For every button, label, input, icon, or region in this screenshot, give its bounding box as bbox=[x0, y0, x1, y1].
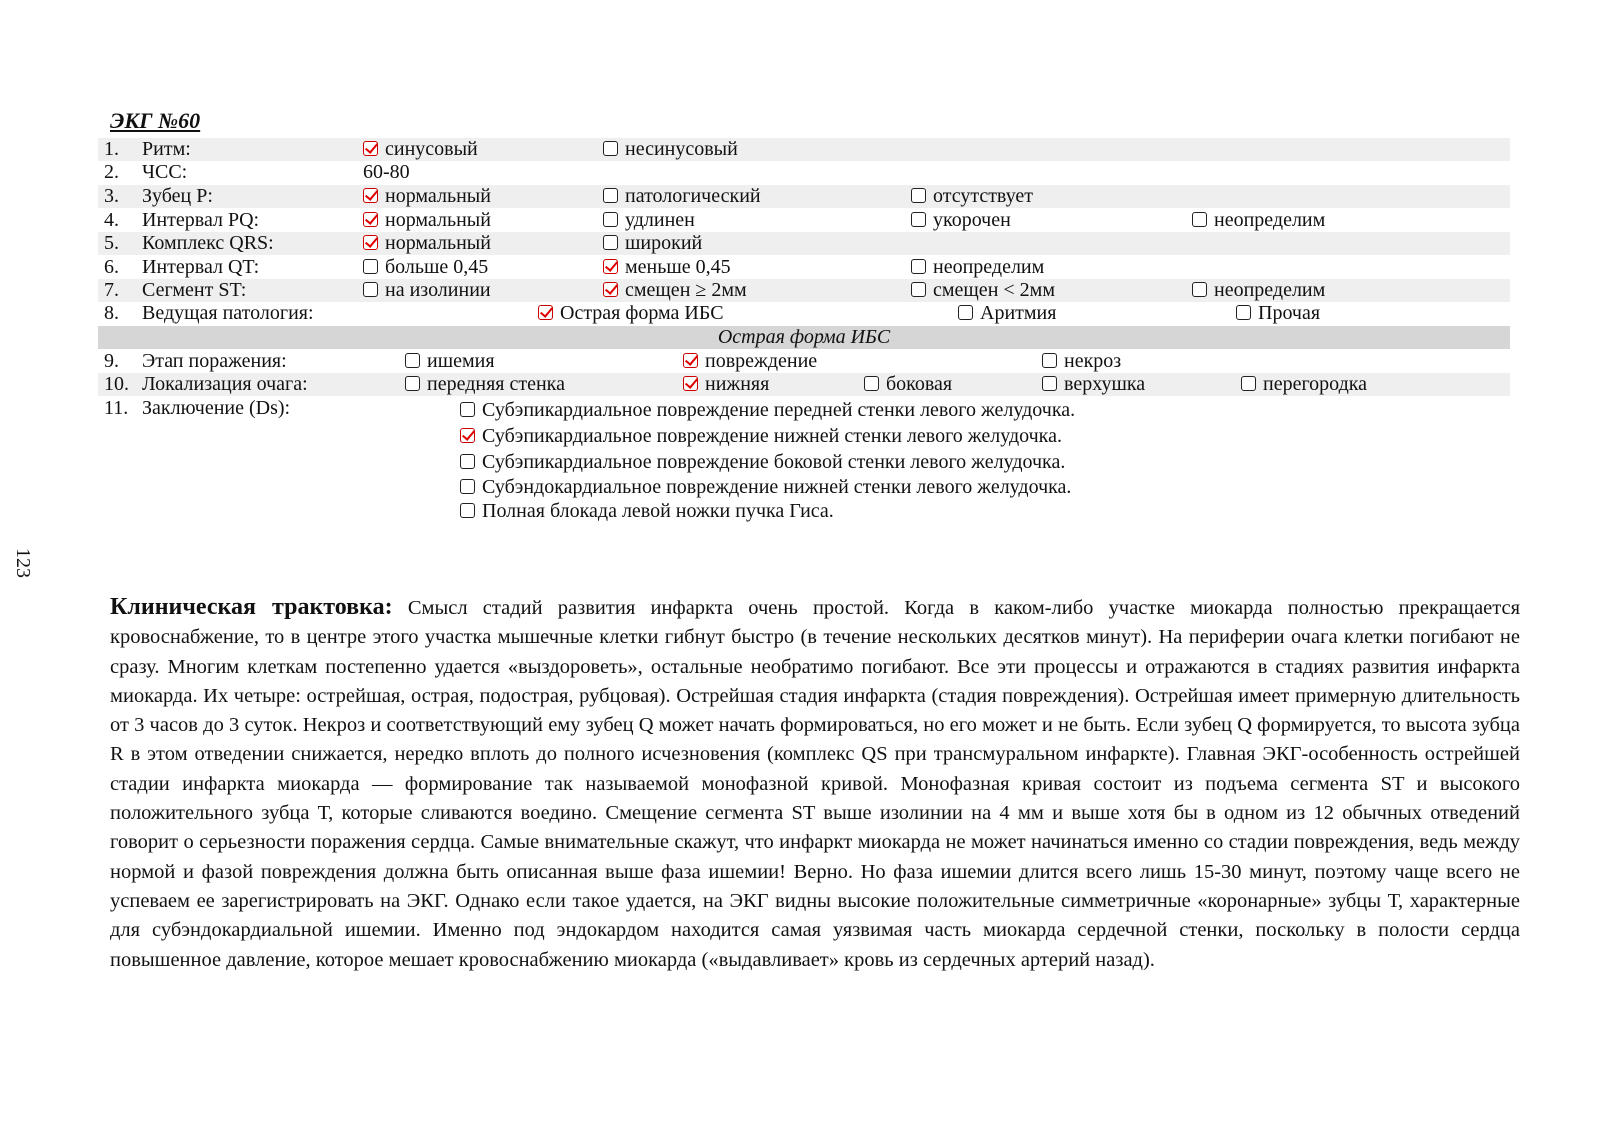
row-label: Комплекс QRS: bbox=[142, 232, 274, 254]
checkbox-icon[interactable] bbox=[460, 503, 475, 518]
option-other[interactable]: Прочая bbox=[1236, 302, 1320, 325]
checkbox-icon[interactable] bbox=[1241, 376, 1256, 391]
option-p-absent[interactable]: отсутствует bbox=[911, 185, 1033, 208]
option-lateral[interactable]: боковая bbox=[864, 373, 952, 396]
option-p-normal[interactable]: нормальный bbox=[363, 185, 491, 208]
row-number: 3. bbox=[104, 185, 119, 207]
option-pq-undetermined[interactable]: неопределим bbox=[1192, 209, 1325, 232]
row-number: 4. bbox=[104, 209, 119, 231]
checkbox-icon[interactable] bbox=[603, 235, 618, 250]
row-label: Сегмент ST: bbox=[142, 279, 247, 301]
checkbox-icon[interactable] bbox=[460, 479, 475, 494]
section-header: Острая форма ИБС bbox=[98, 326, 1510, 349]
option-pq-shortened[interactable]: укорочен bbox=[911, 209, 1011, 232]
option-p-pathological[interactable]: патологический bbox=[603, 185, 761, 208]
option-inferior[interactable]: нижняя bbox=[683, 373, 769, 396]
row-pq-interval bbox=[98, 209, 1510, 232]
row-number: 5. bbox=[104, 232, 119, 254]
checkbox-checked-icon[interactable] bbox=[683, 353, 698, 368]
row-label: Этап поражения: bbox=[142, 350, 287, 372]
row-number: 2. bbox=[104, 161, 119, 183]
checkbox-icon[interactable] bbox=[911, 282, 926, 297]
row-rhythm bbox=[98, 138, 1510, 161]
checkbox-icon[interactable] bbox=[1042, 376, 1057, 391]
row-number: 11. bbox=[104, 397, 129, 419]
row-heart-rate bbox=[98, 161, 1510, 184]
checkbox-icon[interactable] bbox=[911, 212, 926, 227]
checkbox-icon[interactable] bbox=[911, 259, 926, 274]
checkbox-checked-icon[interactable] bbox=[538, 305, 553, 320]
conclusion-option-lateral[interactable]: Субэпикардиальное повреждение боковой стенки левого желудочка. bbox=[460, 450, 1065, 474]
option-anterior-wall[interactable]: передняя стенка bbox=[405, 373, 565, 396]
ekg-title: ЭКГ №60 bbox=[110, 108, 201, 133]
checkbox-icon[interactable] bbox=[603, 188, 618, 203]
option-qrs-normal[interactable]: нормальный bbox=[363, 232, 491, 255]
clinical-text: Смысл стадий развития инфаркта очень простой. Когда в каком-либо участке миокарда полностью прекращается кровоснабжение, то в центре этого участка мышечные клетки гибнут быстро (в течение нескольких десятков минут). На периферии очага клетки погибают не сразу. Многим клеткам постепенно удается «выздороветь», остальные необратимо погибают. Все эти процессы и отражаются в стадиях развития инфаркта миокарда. Их четыре: острейшая, острая, подострая, рубцовая). Острейшая стадия инфаркта (стадия повреждения). Острейшая имеет примерную длительность от 3 часов до 3 суток. Некроз и соответствующий ему зубец Q может начать формироваться, но его может и не быть. Если зубец Q формируется, то высота зубца R в этом отведении снижается, нередко вплоть до полного исчезновения (комплекс QS при трансмуральном инфаркте). Главная ЭКГ-особенность острейшей стадии инфаркта миокарда — формирование так называемой монофазной кривой. Монофазная кривая состоит из подъема сегмента ST и высокого положительного зубца Т, которые сливаются воедино. Смещение сегмента ST выше изолинии на 4 мм и выше хотя бы в одном из 12 обычных отведений говорит о серьезности поражения сердца. Самые внимательные скажут, что инфаркт миокарда не может начинаться именно со стадии повреждения, ведь между нормой и фазой повреждения должна быть описанная выше фаза ишемии! Верно. Но фаза ишемии длится всего лишь 15-30 минут, поэтому чаще всего не успеваем ее зарегистрировать на ЭКГ. Однако если такое удается, на ЭКГ видны высокие положительные симметричные «коронарные» зубцы Т, характерные для субэндокардиальной ишемии. Именно под эндокардом находится самая уязвимая часть миокарда сердечной стенки, поскольку в полости сердца повышенное давление, которое мешает кровоснабжению миокарда («выдавливает» кровь из сердечных артерий назад). bbox=[110, 597, 1521, 971]
checkbox-icon[interactable] bbox=[1236, 305, 1251, 320]
row-number: 10. bbox=[104, 373, 129, 395]
checkbox-icon[interactable] bbox=[958, 305, 973, 320]
option-pq-prolonged[interactable]: удлинен bbox=[603, 209, 695, 232]
option-st-shift-lt2[interactable]: смещен < 2мм bbox=[911, 279, 1055, 302]
row-label: ЧСС: bbox=[142, 161, 188, 183]
option-necrosis[interactable]: некроз bbox=[1042, 350, 1121, 373]
row-label: Интервал QT: bbox=[142, 256, 260, 278]
row-label: Заключение (Ds): bbox=[142, 397, 291, 419]
row-focus-location bbox=[98, 373, 1510, 396]
page-number: 123 bbox=[12, 548, 34, 578]
option-sinus[interactable]: синусовый bbox=[363, 138, 478, 161]
checkbox-checked-icon[interactable] bbox=[683, 376, 698, 391]
option-acute-ihd[interactable]: Острая форма ИБС bbox=[538, 302, 724, 325]
option-qt-more[interactable]: больше 0,45 bbox=[363, 256, 488, 279]
row-qt-interval bbox=[98, 256, 1510, 279]
checkbox-checked-icon[interactable] bbox=[603, 259, 618, 274]
checkbox-icon[interactable] bbox=[911, 188, 926, 203]
row-label: Ведущая патология: bbox=[142, 302, 314, 324]
option-pq-normal[interactable]: нормальный bbox=[363, 209, 491, 232]
row-label: Ритм: bbox=[142, 138, 191, 160]
option-qrs-wide[interactable]: широкий bbox=[603, 232, 702, 255]
checkbox-icon[interactable] bbox=[864, 376, 879, 391]
checkbox-icon[interactable] bbox=[460, 454, 475, 469]
clinical-heading: Клиническая трактовка: bbox=[110, 594, 393, 620]
row-damage-stage bbox=[98, 350, 1510, 373]
row-number: 9. bbox=[104, 350, 119, 372]
row-number: 1. bbox=[104, 138, 119, 160]
conclusion-option-anterior[interactable]: Субэпикардиальное повреждение передней стенки левого желудочка. bbox=[460, 398, 1075, 422]
checkbox-icon[interactable] bbox=[1192, 282, 1207, 297]
checkbox-icon[interactable] bbox=[603, 212, 618, 227]
row-label: Локализация очага: bbox=[142, 373, 308, 395]
checkbox-icon[interactable] bbox=[603, 141, 618, 156]
heart-rate-value: 60-80 bbox=[363, 161, 410, 183]
row-label: Зубец P: bbox=[142, 185, 213, 207]
conclusion-option-lbbb[interactable]: Полная блокада левой ножки пучка Гиса. bbox=[460, 499, 834, 523]
checkbox-icon[interactable] bbox=[363, 282, 378, 297]
option-st-shift-ge2[interactable]: смещен ≥ 2мм bbox=[603, 279, 747, 302]
option-non-sinus[interactable]: несинусовый bbox=[603, 138, 738, 161]
clinical-interpretation bbox=[110, 593, 1520, 975]
checkbox-checked-icon[interactable] bbox=[363, 188, 378, 203]
checkbox-icon[interactable] bbox=[1042, 353, 1057, 368]
option-apex[interactable]: верхушка bbox=[1042, 373, 1145, 396]
option-st-isoline[interactable]: на изолинии bbox=[363, 279, 491, 302]
checkbox-checked-icon[interactable] bbox=[363, 212, 378, 227]
row-qrs-complex bbox=[98, 232, 1510, 255]
option-damage[interactable]: повреждение bbox=[683, 350, 817, 373]
checkbox-icon[interactable] bbox=[405, 376, 420, 391]
checkbox-checked-icon[interactable] bbox=[460, 428, 475, 443]
option-qt-undetermined[interactable]: неопределим bbox=[911, 256, 1044, 279]
conclusion-option-inferior[interactable]: Субэпикардиальное повреждение нижней стенки левого желудочка. bbox=[460, 424, 1062, 448]
row-st-segment bbox=[98, 279, 1510, 302]
option-ischemia[interactable]: ишемия bbox=[405, 350, 495, 373]
checkbox-icon[interactable] bbox=[460, 402, 475, 417]
row-number: 8. bbox=[104, 302, 119, 324]
option-arrhythmia[interactable]: Аритмия bbox=[958, 302, 1056, 325]
option-st-undetermined[interactable]: неопределим bbox=[1192, 279, 1325, 302]
checkbox-icon[interactable] bbox=[363, 259, 378, 274]
option-qt-less[interactable]: меньше 0,45 bbox=[603, 256, 731, 279]
row-p-wave bbox=[98, 185, 1510, 208]
conclusion-option-subendocardial[interactable]: Субэндокардиальное повреждение нижней стенки левого желудочка. bbox=[460, 475, 1071, 499]
checkbox-checked-icon[interactable] bbox=[363, 141, 378, 156]
option-septum[interactable]: перегородка bbox=[1241, 373, 1367, 396]
row-number: 7. bbox=[104, 279, 119, 301]
row-number: 6. bbox=[104, 256, 119, 278]
checkbox-icon[interactable] bbox=[1192, 212, 1207, 227]
checkbox-icon[interactable] bbox=[405, 353, 420, 368]
row-label: Интервал PQ: bbox=[142, 209, 260, 231]
checkbox-checked-icon[interactable] bbox=[603, 282, 618, 297]
checkbox-checked-icon[interactable] bbox=[363, 235, 378, 250]
row-leading-pathology bbox=[98, 302, 1510, 325]
